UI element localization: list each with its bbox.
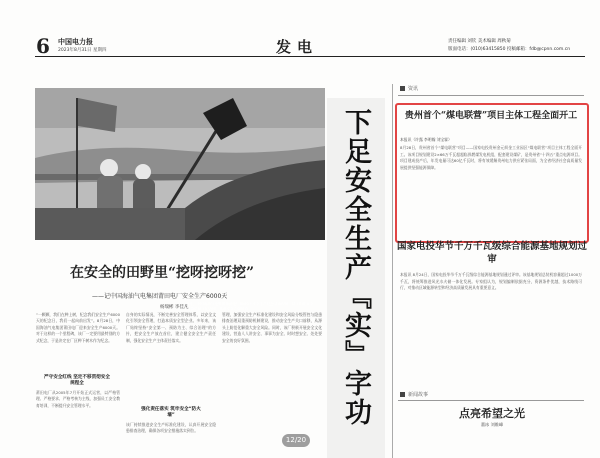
page-number: 6 (36, 34, 50, 58)
hero-photo-illustration (35, 88, 325, 240)
article-col1-subhead: 严守安全红线 坚定不移贯彻安全规程全 (44, 375, 110, 386)
base-plan-body: 本报讯 8月24日，国家电投华节千万千瓦级综合能源基地规划通过评审。该基地规划总装机容量超过1000万千瓦，将统筹推进风光水火储一体化发展。专家组认为，规划编制依据充分，资源条件优越，技术路线可行，对推动区域能源转型和经济高质量发展具有重要意义。 (400, 272, 582, 291)
base-plan-headline: 国家电投华节千万千瓦级综合能源基地规划过审 (397, 241, 588, 265)
masthead-rule (35, 56, 585, 57)
article-col2-subhead: 强化责任落实 筑牢安全“防火墙” (141, 407, 201, 418)
vertical-headline: 下足安全生产『实』字功 (340, 108, 371, 427)
story-headline: 点亮希望之光 (459, 407, 525, 420)
editors-line: 责任编辑 刘钦 美术编辑 周秋菊 (448, 39, 511, 44)
column-divider (392, 84, 393, 458)
story-byline: 董冰 刘维峰 (480, 422, 504, 427)
news-section-label: 资讯 (400, 85, 418, 92)
article-col1-text: “一颗颗，我们在种上树，纪念我们安全生产6000天的纪念日，我们一起向前出发”。8月28日，中国海油气电集团莆田电厂迎来安全生产6000天。对于这样的一个里程碑，该厂一定要用最特别的方式纪念，于是决定在厂区种下树木作为纪念。 (36, 312, 120, 343)
page-indicator[interactable]: 12/20 (282, 434, 310, 447)
contact-line: 版面电话：(010)63415850 投稿邮箱：fdb@cpnn.com.cn (448, 47, 571, 52)
story-rule (398, 400, 584, 401)
issue-date: 2023年8月31日 星期四 (58, 48, 107, 53)
article-col2-text2: 该厂持续推进安全生产标准化建设，认真开展安全隐患排查治理，确保各项安全措施落实到位。 (126, 422, 216, 434)
main-byline: 杨瑞彬 李佳凡 (160, 305, 189, 310)
photo-caption: 8月，中国海油气电集团莆田电厂6000天安全生产纪念活动现场。员工们在安全宣誓后种下纪念树，寓意安全之树常青。 (187, 302, 314, 311)
article-col1-text2: 莆田电厂从2005年7月开始正式运营，以严格管理、严格要求、严格考核为主线，加强员工安全教育培训，不断提升安全管理水平。 (36, 390, 120, 408)
section-title: 发电 (276, 38, 319, 56)
guizhou-byline: 本报讯（许露 李明翰 刘宝霖） (400, 137, 452, 142)
news-rule (398, 95, 584, 96)
guizhou-headline: 贵州首个“煤电联营”项目主体工程全面开工 (404, 111, 578, 121)
article-col2-text: 自身的实际情况，不断完善安全管理体系，以安全文化引领安全管理，打造本质安全型企业。多年来，该厂始终坚持“安全第一、预防为主、综合治理”的方针，把安全生产放在首位，建立健全安全生产责任制，强化安全生产主体责任落实。 (126, 312, 216, 343)
guizhou-body: 8月28日，贵州省首个“煤电联营”项目——国家电投贵州金元织金工业园区“煤电联营”项目主体工程全面开工。该项目规划建设2×66万千瓦超超临界燃煤发电机组，配套建设煤矿，是贵州省“十四五”重点电源项目。项目建成投产后，年发电量可达60亿千瓦时，将有效缓解贵州电力供应紧张局面，为全省经济社会高质量发展提供坚强能源保障。 (400, 145, 582, 170)
main-subhead: ——记中国海油气电集团莆田电厂安全生产6000天 (92, 293, 228, 300)
paper-name: 中国电力报 (58, 37, 93, 46)
main-headline: 在安全的田野里“挖呀挖呀挖” (70, 265, 255, 281)
story-section-label: 新闻故事 (400, 391, 428, 398)
article-col3-text: 管理，加强安全生产标准化建设和安全风险分级管控与隐患排查治理双重预防机制建设，推动安全生产关口前移，从源头上防范化解重大安全风险。同时，该厂积极开展安全文化建设，营造人人讲安全、事事为安全、时时想安全、处处要安全的良好氛围。 (222, 312, 322, 343)
